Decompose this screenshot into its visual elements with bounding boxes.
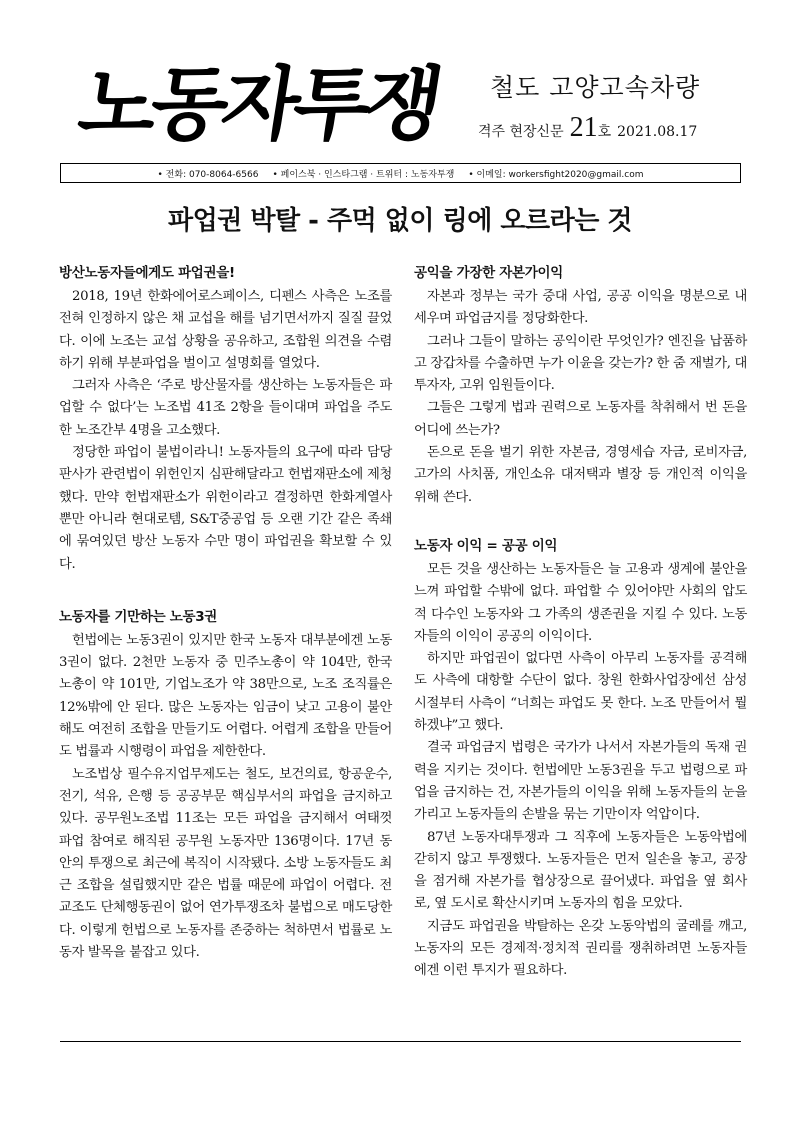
section-title: 노동자를 기만하는 노동3권 [59,608,218,625]
newspaper-logo: 노동자투쟁 [72,58,444,151]
section-title: 방산노동자들에게도 파업권을! [59,265,235,281]
left-column [59,262,392,964]
paragraph: 하지만 파업권이 없다면 사측이 아무리 노동자를 공격해도 사측에 대항할 수단이 없다. 창원 한화사업장에선 삼성 시절부터 사측이 “너희는 파업도 못 한다. 노조 만들어서 뭘 하겠냐”고 했다. [414,651,747,734]
paragraph: 2018, 19년 한화에어로스페이스, 디펜스 사측은 노조를 전혀 인정하지 않은 채 교섭을 해를 넘기면서까지 질질 끌었다. 이에 노조는 교섭 상황을 공유하고, 조합원 의견을 수렴하기 위해 부분파업을 벌이고 설명회를 열었다. [59,289,392,371]
issue-number: 21 [569,112,598,143]
bottom-divider [60,1041,741,1042]
paragraph: 그들은 그렇게 법과 권력으로 노동자를 착취해서 번 돈을 어디에 쓰는가? [414,400,747,438]
contact-phone: • 전화: 070-8064-6566 [157,169,259,180]
paragraph: 정당한 파업이 불법이라니! 노동자들의 요구에 따라 담당판사가 관련법이 위헌인지 심판해달라고 헌법재판소에 제청했다. 만약 헌법재판소가 위헌이라고 결정하면 한화계열사뿐만 아니라 현대로템, S&T중공업 등 오랜 기간 같은 족쇄에 묶여있던 방산 노동자 수만 명이 파업권을 확보할 수 있다. [59,445,392,572]
paragraph: 헌법에는 노동3권이 있지만 한국 노동자 대부분에겐 노동3권이 없다. 2천만 노동자 중 민주노총이 약 104만, 한국 노총이 약 101만, 기업노조가 약 38만으로, 노조 조직률은 12%밖에 안 된다. 많은 노동자는 임금이 낮고 고용이 불안해도 여전히 조합을 만들기도 어렵다. 어렵게 조합을 만들어도 법률과 시행령이 파업을 제한한다. [59,632,392,760]
paragraph: 그러자 사측은 ‘주로 방산물자를 생산하는 노동자들은 파업할 수 없다’는 노조법 41조 2항을 들이대며 파업을 주도한 노조간부 4명을 고소했다. [59,378,392,438]
paragraph: 지금도 파업권을 박탈하는 온갖 노동악법의 굴레를 깨고, 노동자의 모든 경제적·정치적 권리를 쟁취하려면 노동자들에겐 이런 투지가 필요하다. [414,918,747,979]
right-column [414,262,747,983]
workplace-name: 철도 고양고속차량 [490,73,701,102]
section-title: 공익을 가장한 자본가이익 [414,265,563,281]
paragraph: 그러나 그들이 말하는 공익이란 무엇인가? 엔진을 납품하고 장갑차를 수출하면 누가 이윤을 갖는가? 한 줌 재벌가, 대투자자, 고위 임원들이다. [414,333,747,394]
paragraph: 돈으로 돈을 벌기 위한 자본금, 경영세습 자금, 로비자금, 고가의 사치품, 개인소유 대저택과 별장 등 개인적 이익을 위해 쓴다. [414,445,747,505]
issue-date: 2021.08.17 [617,124,698,140]
paragraph: 자본과 정부는 국가 중대 사업, 공공 이익을 명분으로 내세우며 파업금지를 정당화한다. [414,289,747,327]
paragraph: 모든 것을 생산하는 노동자들은 늘 고용과 생계에 불안을 느껴 파업할 수밖에 없다. 파업할 수 있어야만 사회의 압도적 다수인 노동자와 그 가족의 생존권을 지킬 수 있다. 노동자들의 이익이 공공의 이익이다. [414,561,747,644]
issue-suffix: 호 [597,124,612,140]
page-headline: 파업권 박탈 - 주먹 없이 링에 오르라는 것 [167,206,632,236]
paragraph: 87년 노동자대투쟁과 그 직후에 노동자들은 노동악법에 갇히지 않고 투쟁했다. 노동자들은 먼저 일손을 놓고, 공장을 점거해 자본가를 협상장으로 끌어냈다. 파업을 옆 회사로, 옆 도시로 확산시키며 노동자의 힘을 모았다. [414,829,747,912]
paragraph: 노조법상 필수유지업무제도는 철도, 보건의료, 항공운수, 전기, 석유, 은행 등 공공부문 핵심부서의 파업을 금지하고 있다. 공무원노조법 11조는 모든 파업을 금지해서 여태껏 파업 참여로 해직된 공무원 노동자만 136명이다. 17년 동안의 투쟁으로 최근에 복직이 시작됐다. 소방 노동자들도 최근 조합을 설립했지만 같은 법률 때문에 파업이 어렵다. 전교조도 단체행동권이 없어 연가투쟁조차 불법으로 매도당한다. 이렇게 헌법으로 노동자를 존중하는 척하면서 법률로 노동자 발목을 붙잡고 있다. [59,766,392,961]
contact-email[interactable]: • 이메일: workersfight2020@gmail.com [468,169,644,180]
paragraph: 결국 파업금지 법령은 국가가 나서서 자본가들의 독재 권력을 지키는 것이다. 헌법에만 노동3권을 두고 법령으로 파업을 금지하는 건, 자본가들의 이익을 위해 노동자들의 눈을 가리고 노동자들의 손발을 묶는 기만이자 억압이다. [414,740,747,823]
section-title: 노동자 이익 = 공공 이익 [414,537,558,554]
contact-bar [60,163,741,183]
issue-info [478,112,697,144]
issue-prefix: 격주 현장신문 [478,124,564,140]
contact-social: • 페이스북 · 인스타그램 · 트위터 : 노동자투쟁 [272,169,455,180]
